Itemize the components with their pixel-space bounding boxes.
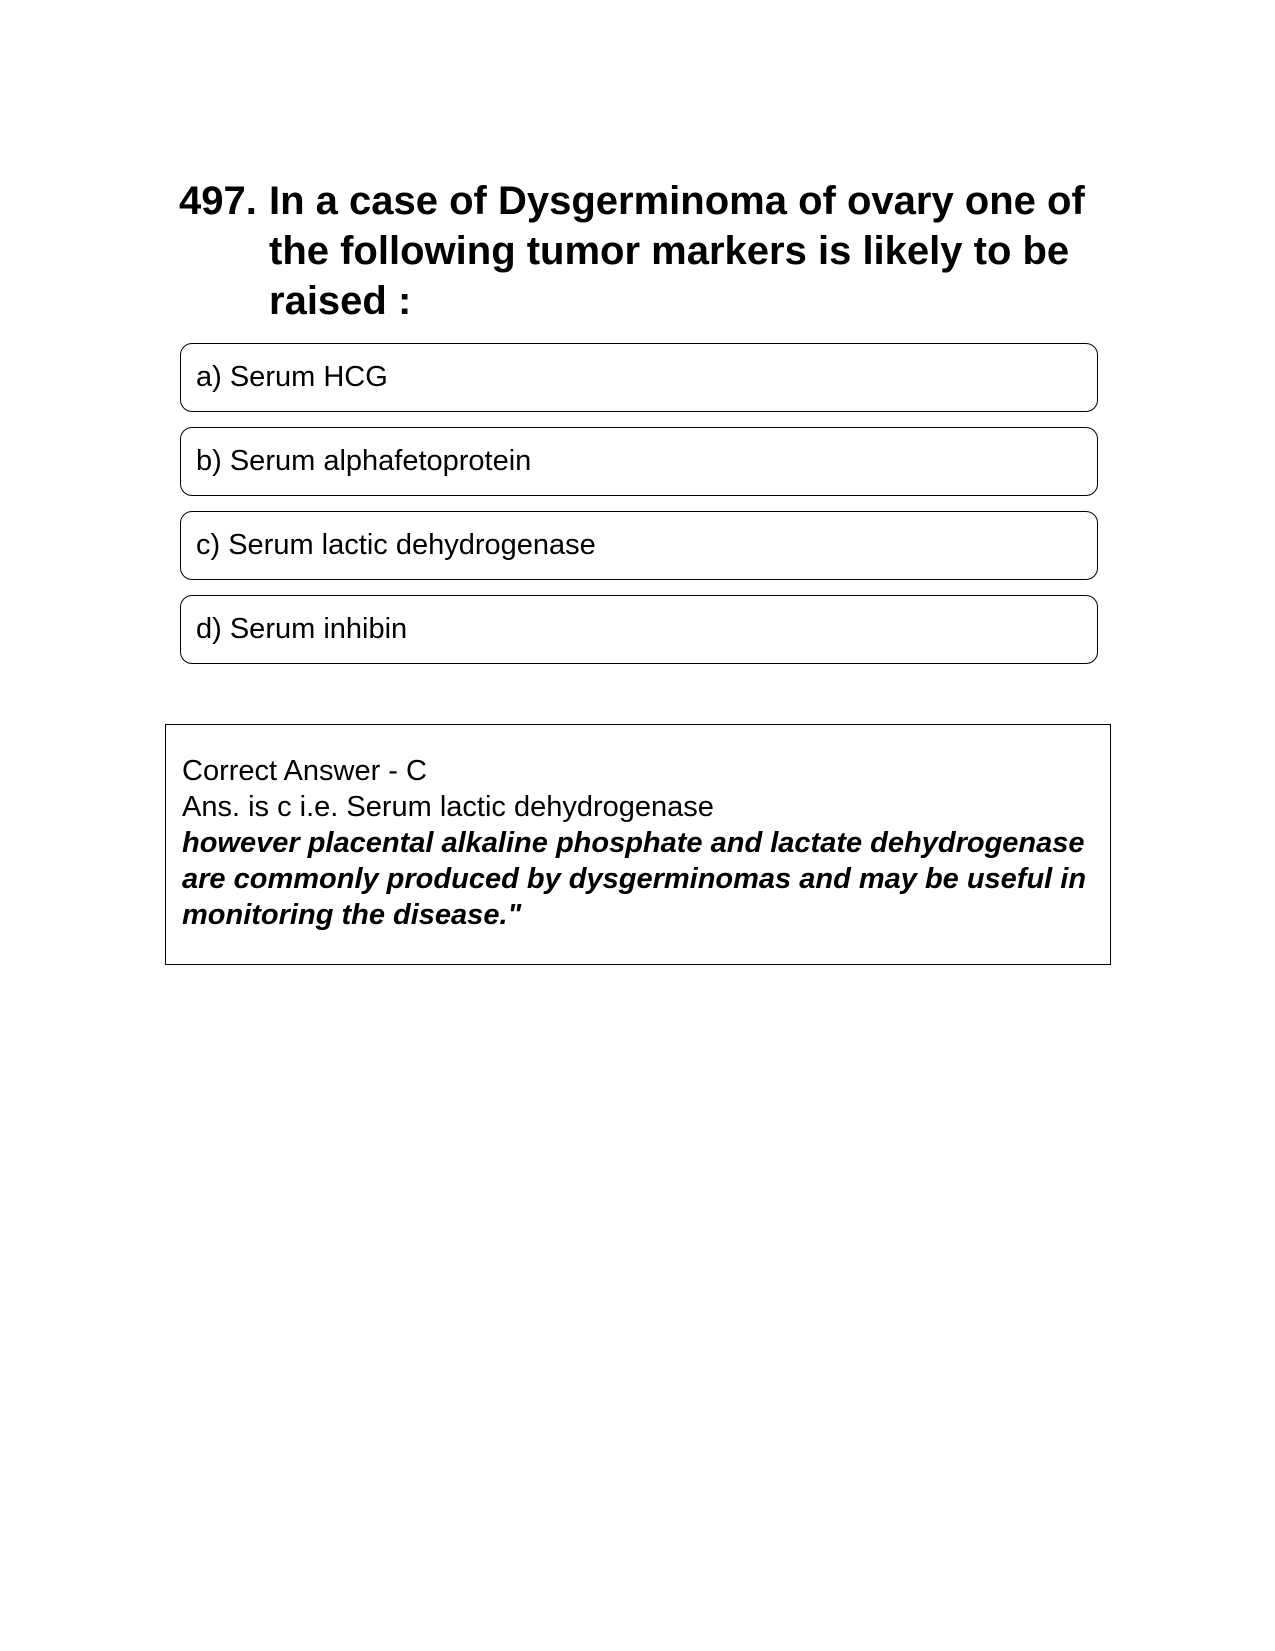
option-d[interactable]: d) Serum inhibin [180, 595, 1098, 664]
question-heading [179, 176, 1099, 326]
answer-explanation: however placental alkaline phosphate and lactate dehydrogenase are commonly produced by dysgerminomas and may be useful in monitoring the disease." [182, 827, 1087, 931]
answer-box [165, 724, 1111, 965]
option-c[interactable]: c) Serum lactic dehydrogenase [180, 511, 1098, 580]
options-list [180, 343, 1098, 679]
option-b[interactable]: b) Serum alphafetoprotein [180, 427, 1098, 496]
question-number: 497. [179, 179, 257, 223]
correct-answer: Correct Answer - C [182, 755, 427, 787]
question-text: In a case of Dysgerminoma of ovary one of the following tumor markers is likely to be raised : [269, 179, 1085, 323]
answer-summary: Ans. is c i.e. Serum lactic dehydrogenase [182, 791, 714, 823]
option-a[interactable]: a) Serum HCG [180, 343, 1098, 412]
